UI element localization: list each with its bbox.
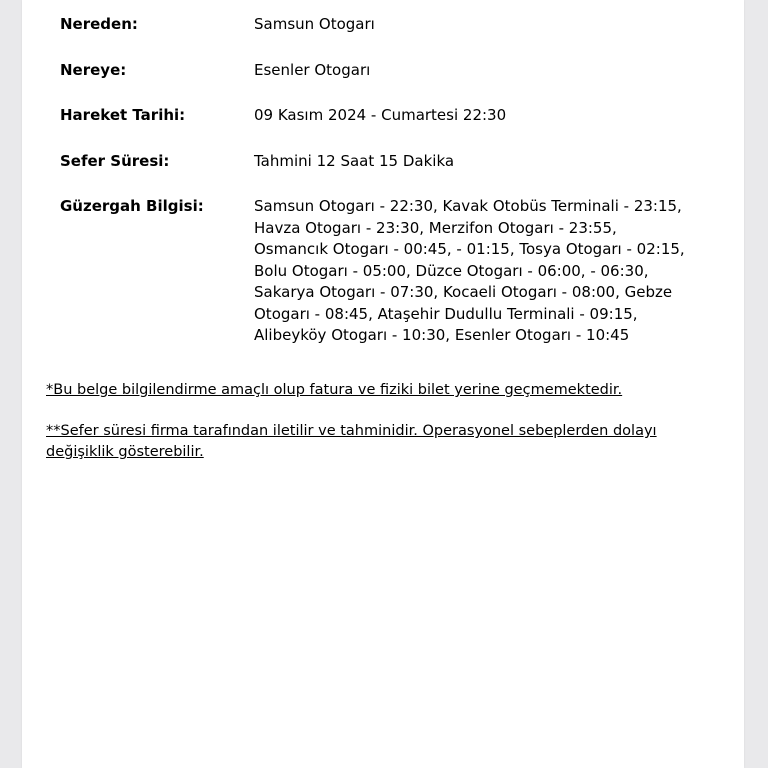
route-label: Güzergah Bilgisi: bbox=[60, 197, 204, 215]
to-value: Esenler Otogarı bbox=[254, 60, 371, 79]
disclaimer-note-1: *Bu belge bilgilendirme amaçlı olup fatura ve fiziki bilet yerine geçmemektedir. bbox=[46, 382, 623, 398]
from-row bbox=[60, 14, 720, 36]
disclaimer-notes bbox=[46, 380, 686, 463]
date-label: Hareket Tarihi: bbox=[60, 106, 186, 124]
trip-info-table bbox=[60, 14, 720, 347]
to-label: Nereye: bbox=[60, 60, 127, 79]
duration-value: Tahmini 12 Saat 15 Dakika bbox=[254, 151, 455, 170]
document-page bbox=[22, 0, 744, 768]
route-value: Samsun Otogarı - 22:30, Kavak Otobüs Terminali - 23:15, Havza Otogarı - 23:30, Merzifon Otogarı - 23:55, Osmancık Otogarı - 00:45, - 01:15, Tosya Otogarı - 02:15, Bolu Otogarı - 05:00, Düzce Otogarı - 06:00, - 06:30, Sakarya Otogarı - 07:30, Kocaeli Otogarı - 08:00, Gebze Otogarı - 08:45, Ataşehir Dudullu Terminali - 09:15, Alibeyköy Otogarı - 10:30, Esenler Otogarı - 10:45 bbox=[254, 197, 685, 344]
duration-label: Sefer Süresi: bbox=[60, 151, 170, 170]
date-value: 09 Kasım 2024 - Cumartesi 22:30 bbox=[254, 106, 507, 124]
date-row bbox=[60, 105, 720, 127]
duration-row bbox=[60, 151, 720, 173]
to-row bbox=[60, 60, 720, 82]
from-label: Nereden: bbox=[60, 15, 138, 33]
route-row bbox=[60, 196, 720, 347]
disclaimer-note-2: **Sefer süresi firma tarafından iletilir ve tahminidir. Operasyonel sebeplerden dolayı değişiklik gösterebilir. bbox=[46, 423, 657, 460]
from-value: Samsun Otogarı bbox=[254, 15, 375, 33]
